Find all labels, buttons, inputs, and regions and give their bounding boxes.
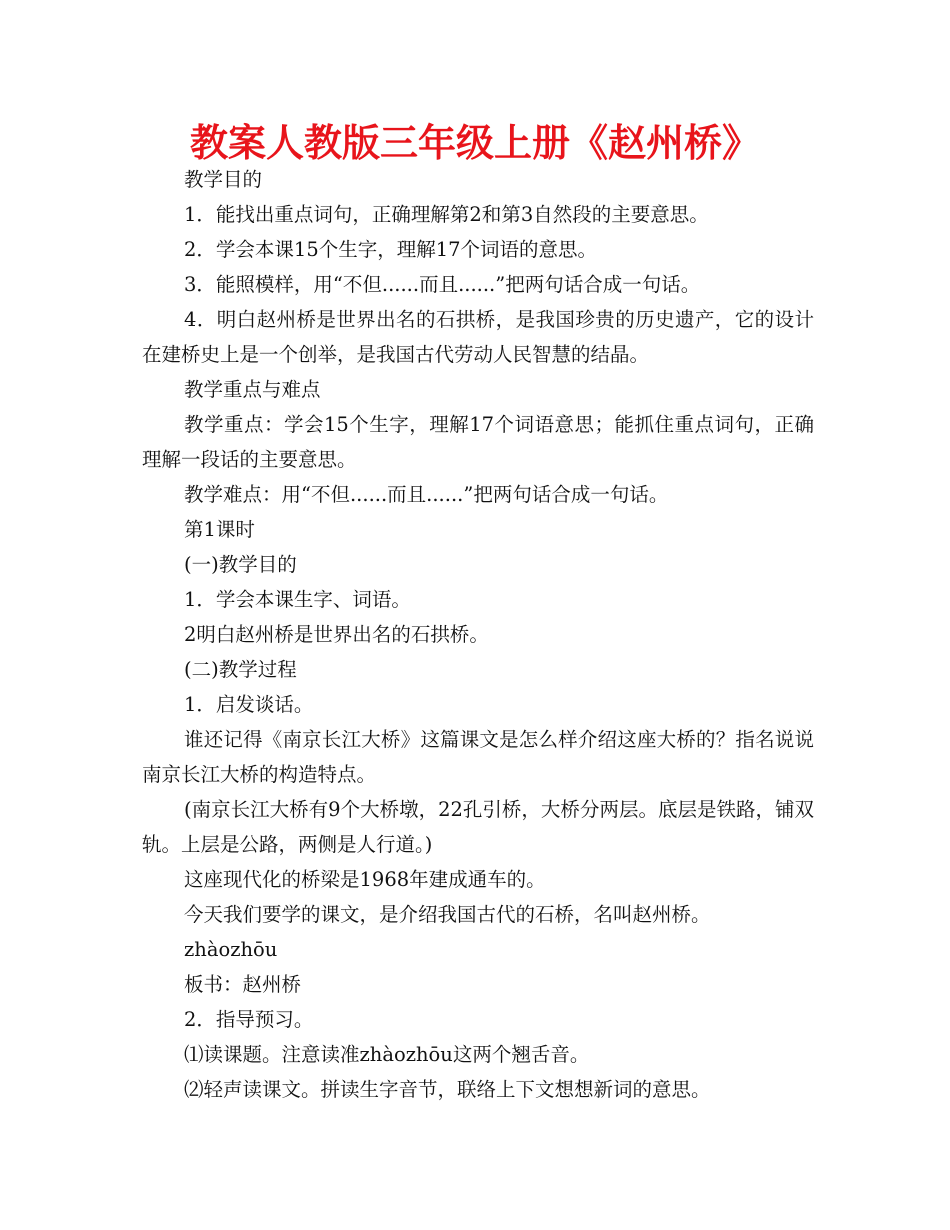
key-point: 教学重点：学会15个生字，理解17个词语意思；能抓住重点词句，正确理解一段话的主要意思。: [142, 413, 814, 471]
document-body: [142, 162, 814, 1107]
process-paragraph: 谁还记得《南京长江大桥》这篇课文是怎么样介绍这座大桥的？指名说说南京长江大桥的构造特点。: [142, 728, 814, 786]
preview-item-1: ⑴读课题。注意读准zhàozhōu这两个翘舌音。: [184, 1043, 590, 1066]
pinyin-annotation: zhàozhōu: [184, 938, 278, 961]
lesson-objective-1: 1．学会本课生字、词语。: [184, 588, 411, 611]
process-paragraph: (南京长江大桥有9个大桥墩，22孔引桥，大桥分两层。底层是铁路，铺双轨。上层是公路，两侧是人行道。): [142, 798, 814, 856]
section-heading-objectives: 教学目的: [184, 168, 263, 191]
subsection-heading-process: (二)教学过程: [184, 658, 297, 681]
preview-item-2: ⑵轻声读课文。拼读生字音节，联络上下文想想新词的意思。: [184, 1078, 711, 1101]
difficult-point: 教学难点：用“不但......而且......”把两句话合成一句话。: [184, 483, 669, 506]
objective-1: 1．能找出重点词句，正确理解第2和第3自然段的主要意思。: [184, 203, 709, 226]
blackboard-note: 板书：赵州桥: [184, 973, 302, 996]
process-step-2: 2．指导预习。: [184, 1008, 314, 1031]
process-step-1: 1．启发谈话。: [184, 693, 314, 716]
lesson-objective-2: 2明白赵州桥是世界出名的石拱桥。: [184, 623, 489, 646]
subsection-heading-objectives: (一)教学目的: [184, 553, 297, 576]
objective-4: 4．明白赵州桥是世界出名的石拱桥，是我国珍贵的历史遗产，它的设计在建桥史上是一个创举，是我国古代劳动人民智慧的结晶。: [142, 308, 814, 366]
process-paragraph: 这座现代化的桥梁是1968年建成通车的。: [184, 868, 546, 891]
section-heading-key-points: 教学重点与难点: [184, 378, 321, 401]
document-title: 教案人教版三年级上册《赵州桥》: [189, 121, 760, 165]
lesson-heading: 第1课时: [184, 518, 255, 541]
objective-3: 3．能照模样，用“不但......而且......”把两句话合成一句话。: [184, 273, 701, 296]
process-paragraph: 今天我们要学的课文，是介绍我国古代的石桥，名叫赵州桥。: [184, 903, 711, 926]
objective-2: 2．学会本课15个生字，理解17个词语的意思。: [184, 238, 598, 261]
